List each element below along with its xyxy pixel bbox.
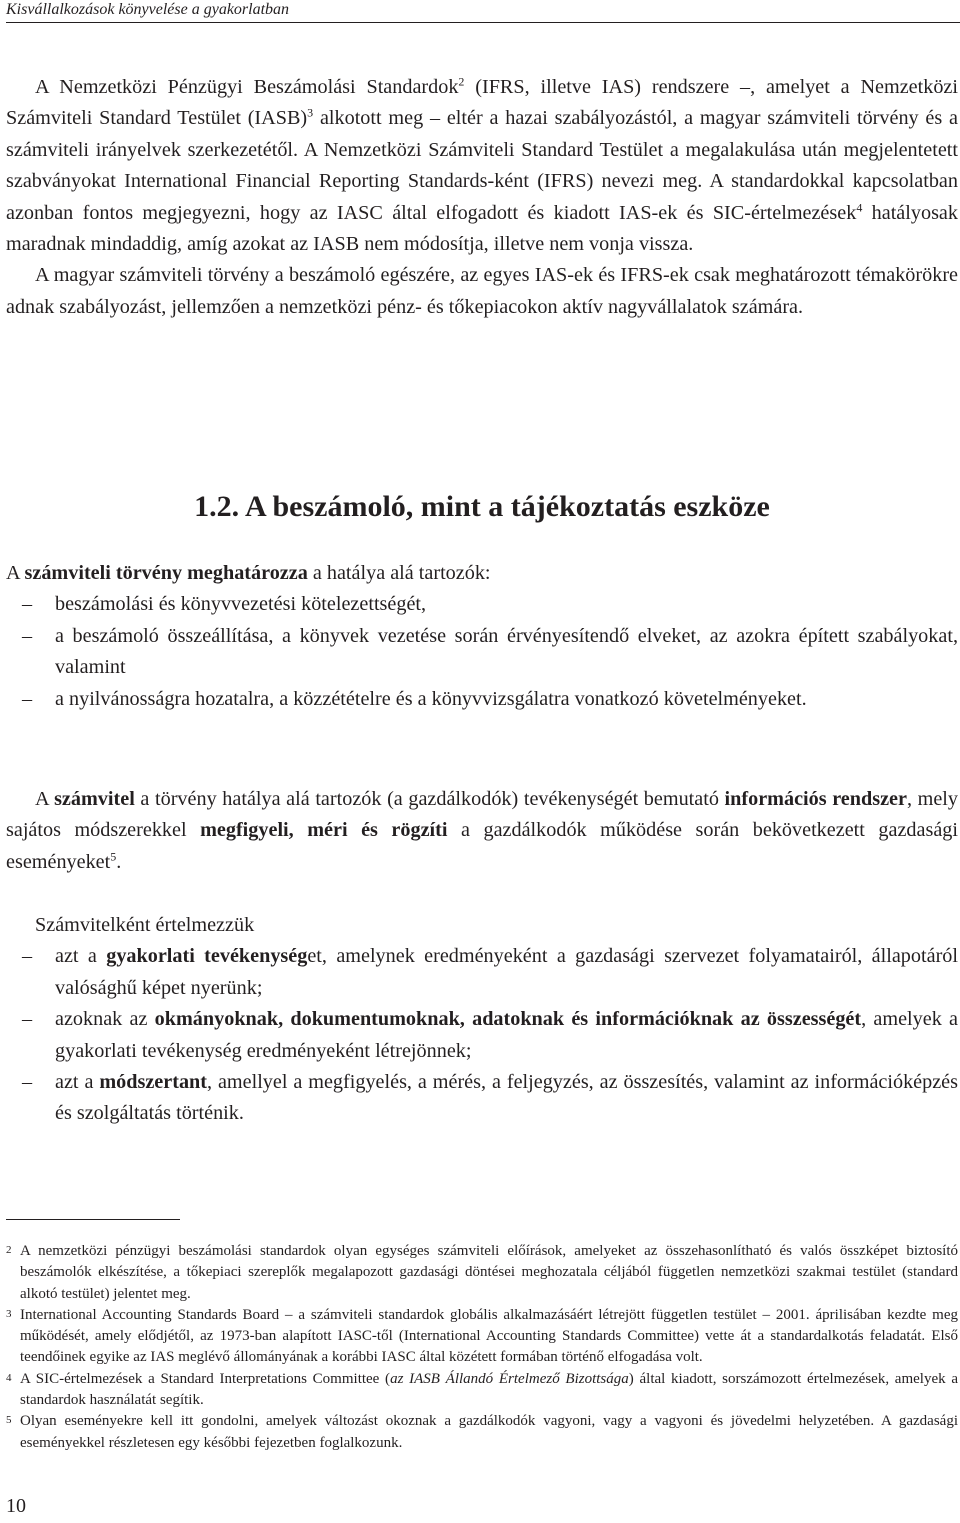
list-item-bold: gyakorlati tevékenység	[106, 945, 308, 968]
accounting-paragraph	[6, 784, 958, 878]
footnote-5	[6, 1411, 958, 1454]
footnote-ref: 4	[856, 199, 863, 214]
law-list	[6, 589, 958, 715]
intro-paragraph-2: A magyar számviteli törvény a beszámoló egészére, az egyes IAS-ek és IFRS-ek csak meghatározott témakörökre adnak szabályozást, jellemzően a nemzetközi pénz- és tőkepiacokon aktív nagyvállalatok számára.	[6, 264, 958, 318]
footnote-ref: 2	[458, 74, 465, 89]
accounting-bold: számvitel	[54, 788, 135, 810]
accounting-bold: megfigyeli, méri és rögzíti	[200, 819, 448, 842]
list-item	[6, 621, 958, 684]
list-item-bold: módszertant	[99, 1071, 207, 1094]
list-item-text: a beszámoló összeállítása, a könyvek vezetése során érvényesítendő elveket, az azokra épített szabályokat, valamint	[55, 624, 958, 679]
list-item-text: azt a	[55, 1071, 100, 1094]
footnote-text: A SIC-értelmezések a Standard Interpretations Committee (	[20, 1370, 391, 1387]
footnote-text: A nemzetközi pénzügyi beszámolási standardok olyan egységes számviteli előírások, amelyeket az összehasonlítható és valós összképet biztosító beszámolók elkészítése, a tőkepiaci szereplők megalapozott gazdasági döntései meghozatala céljából független nemzetközi szakmai testület (standard alkotó testület) jelentet meg.	[20, 1243, 958, 1302]
list-item-text: beszámolási és könyvvezetési kötelezettségét,	[55, 593, 427, 616]
footnote-4	[6, 1369, 958, 1412]
intro-text: hatályosak maradnak mindaddig, amíg azokat az IASB nem módosítja, illetve nem vonja vissza.	[6, 201, 958, 256]
section-title: 1.2. A beszámoló, mint a tájékoztatás eszköze	[194, 490, 770, 523]
meaning-section	[6, 910, 958, 1130]
footnotes	[6, 1241, 958, 1454]
footnote-ref: 3	[307, 105, 314, 120]
running-title: Kisvállalkozások könyvelése a gyakorlatban	[6, 1, 290, 18]
footnote-divider	[6, 1219, 180, 1220]
dash-bullet: –	[22, 593, 33, 616]
accounting-bold: információs rendszer	[724, 788, 907, 810]
footnote-number: 4	[6, 1371, 12, 1384]
meaning-lead: Számvitelként értelmezzük	[35, 914, 255, 936]
accounting-text: A	[35, 788, 55, 810]
list-item	[6, 684, 958, 715]
footnote-number: 5	[6, 1414, 12, 1427]
list-item	[6, 589, 958, 620]
accounting-text: a gazdálkodók működése során bekövetkezett gazdasági eseményeket	[6, 819, 958, 873]
dash-bullet: –	[22, 624, 33, 647]
footnote-3	[6, 1305, 958, 1369]
law-lead	[6, 558, 958, 589]
list-item	[6, 1004, 958, 1067]
page-number: 10	[6, 1495, 26, 1517]
footnote-text: Olyan eseményekre kell itt gondolni, amelyek változást okoznak a gazdálkodók vagyoni, vagy a vagyoni és jövedelmi helyzetében. A gazdasági eseményekkel részletesen egy későbbi fejezetben foglalkozunk.	[20, 1413, 958, 1451]
accounting-text: a törvény hatálya alá tartozók (a gazdálkodók) tevékenységét bemutató	[134, 788, 725, 810]
list-item-text: , amelyek a gyakorlati tevékenység eredményeként létrejönnek;	[55, 1008, 958, 1062]
footnote-ref: 5	[110, 849, 117, 864]
list-item-text: azoknak az	[55, 1008, 155, 1031]
footnote-text: ) által kiadott, sorszámozott értelmezések, amelyek a standardok használatát segítik.	[20, 1370, 958, 1409]
intro-text: A Nemzetközi Pénzügyi Beszámolási Standardok	[35, 76, 459, 98]
dash-bullet: –	[22, 687, 33, 710]
footnote-number: 2	[6, 1244, 12, 1256]
meaning-list	[6, 941, 958, 1129]
list-item-text: et, amelynek eredményeként a gazdasági szervezet folyamatairól, állapotáról valósághű képet nyerünk;	[55, 945, 958, 999]
dash-bullet: –	[22, 1008, 33, 1031]
dash-bullet: –	[22, 1071, 33, 1094]
law-lead-bold: számviteli törvény meghatározza	[24, 562, 308, 584]
intro-paragraph-1	[6, 72, 958, 260]
footnote-number: 3	[6, 1307, 12, 1320]
footnote-italic: az IASB Állandó Értelmező Bizottsága	[390, 1370, 629, 1387]
list-item	[6, 1067, 958, 1130]
intro-text: alkotott meg – eltér a hazai szabályozástól, a magyar számviteli törvény és a számviteli irányelvek szerkezetétől. A Nemzetközi Számviteli Standard Testület a megalakulása után megjelentetett szabványokat International Financial Reporting Standards-ként (IFRS) nevezi meg. A standardokkal kapcsolatban azonban fontos megjegyezni, hogy az IASC által elfogadott és kiadott IAS-ek és SIC-értelmezések	[6, 107, 958, 224]
list-item-text: a nyilvánosságra hozatalra, a közzétételre és a könyvvizsgálatra vonatkozó követelményeket.	[55, 687, 807, 710]
list-item-text: azt a	[55, 945, 107, 968]
accounting-text: , mely sajátos módszerekkel	[6, 788, 958, 842]
footnote-2	[6, 1241, 958, 1305]
law-section	[6, 558, 958, 715]
dash-bullet: –	[22, 945, 33, 968]
running-header	[6, 0, 960, 23]
law-lead-text: a hatálya alá tartozók:	[307, 562, 491, 584]
intro-text: (IFRS, illetve IAS) rendszere –, amelyet a Nemzetközi Számviteli Standard Testület (IASB)	[6, 76, 958, 130]
list-item-text: , amellyel a megfigyelés, a mérés, a feljegyzés, az összesítés, valamint az információképzés és szolgáltatás történik.	[55, 1071, 958, 1125]
accounting-text: .	[116, 850, 122, 873]
accounting-section	[6, 784, 958, 878]
intro-section	[6, 72, 958, 323]
list-item	[6, 941, 958, 1004]
law-lead-text: A	[6, 562, 25, 584]
footnote-text: International Accounting Standards Board – a számviteli standardok globális alkalmazásáért létrejött független testület – 2001. áprilisában kezdte meg működését, amely elődjétől, az 1973-ban alapított IASC-től (International Accounting Standards Committee) vette át a standardalkotás feladatát. Első teendőinek egyike az IAS meglévő állományának a korábbi IASC által közétett formában történő elfogadása volt.	[20, 1306, 958, 1366]
list-item-bold: okmányoknak, dokumentumoknak, adatoknak és információknak az összességét	[154, 1008, 862, 1031]
